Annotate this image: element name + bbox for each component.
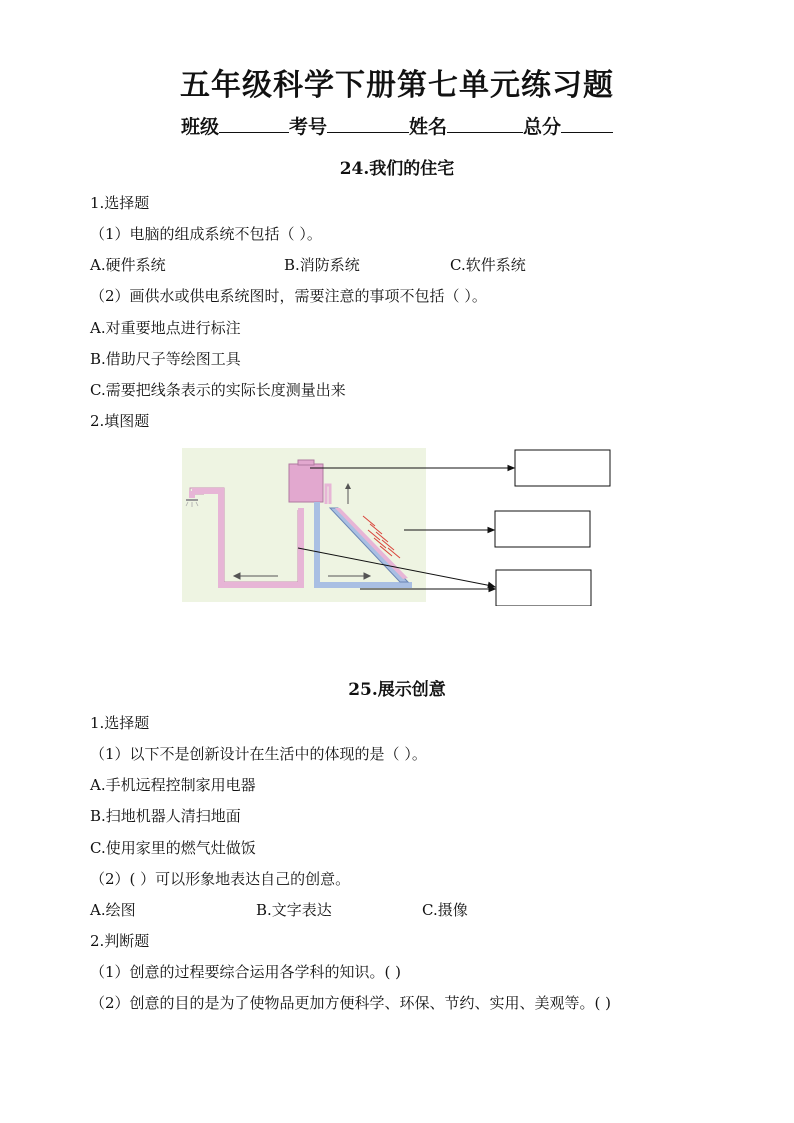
name-label: 姓名 <box>409 116 448 138</box>
s25-q1-1-option-c: C.使用家里的燃气灶做饭 <box>90 839 256 857</box>
s25-q2-2: （2）创意的目的是为了使物品更加方便科学、环保、节约、实用、美观等。( ) <box>90 994 612 1012</box>
s25-q1-1-option-b: B.扫地机器人清扫地面 <box>90 807 241 825</box>
name-blank[interactable] <box>447 114 523 133</box>
s24-q2-type: 2.填图题 <box>90 412 150 430</box>
class-label: 班级 <box>180 116 219 138</box>
s25-q1-2-option-c: C.摄像 <box>422 901 468 919</box>
s25-q1-1-option-a: A.手机远程控制家用电器 <box>90 776 256 794</box>
score-label: 总分 <box>523 116 562 138</box>
number-blank[interactable] <box>327 114 409 133</box>
s25-q1-2-stem: （2）( ）可以形象地表达自己的创意。 <box>90 870 351 888</box>
s25-q2-type: 2.判断题 <box>90 932 150 950</box>
s24-q1-2-option-b: B.借助尺子等绘图工具 <box>90 350 241 368</box>
s25-q2-1: （1）创意的过程要综合运用各学科的知识。( ) <box>90 963 402 981</box>
s24-q1-1-option-a: A.硬件系统 <box>90 256 166 274</box>
page-title: 五年级科学下册第七单元练习题 <box>180 68 614 103</box>
section-25-heading: 25.展示创意 <box>348 680 446 700</box>
s25-q1-1-stem: （1）以下不是创新设计在生活中的体现的是（ ）。 <box>90 745 427 763</box>
s25-q1-type: 1.选择题 <box>90 714 150 732</box>
label-box-collector[interactable] <box>495 511 590 547</box>
solar-water-heater-diagram <box>180 446 620 606</box>
water-tank <box>289 464 323 502</box>
s24-q1-1-option-c: C.软件系统 <box>450 256 526 274</box>
s24-q1-2-option-a: A.对重要地点进行标注 <box>90 319 241 337</box>
label-box-tank[interactable] <box>515 450 610 486</box>
s25-q1-2-option-b: B.文字表达 <box>256 901 332 919</box>
number-label: 考号 <box>288 116 327 138</box>
tank-inlet <box>298 460 314 465</box>
s24-q1-type: 1.选择题 <box>90 194 150 212</box>
section-24-heading: 24.我们的住宅 <box>339 159 455 179</box>
label-box-pipe[interactable] <box>496 570 591 606</box>
s24-q1-1-stem: （1）电脑的组成系统不包括（ ）。 <box>90 225 322 243</box>
s24-q1-1-option-b: B.消防系统 <box>284 256 360 274</box>
score-blank[interactable] <box>561 114 613 133</box>
student-info-line <box>0 112 794 139</box>
s24-q1-2-option-c: C.需要把线条表示的实际长度测量出来 <box>90 381 346 399</box>
s24-q1-2-stem: （2）画供水或供电系统图时，需要注意的事项不包括（ ）。 <box>90 287 487 305</box>
s25-q1-2-option-a: A.绘图 <box>90 901 136 919</box>
class-blank[interactable] <box>219 114 289 133</box>
